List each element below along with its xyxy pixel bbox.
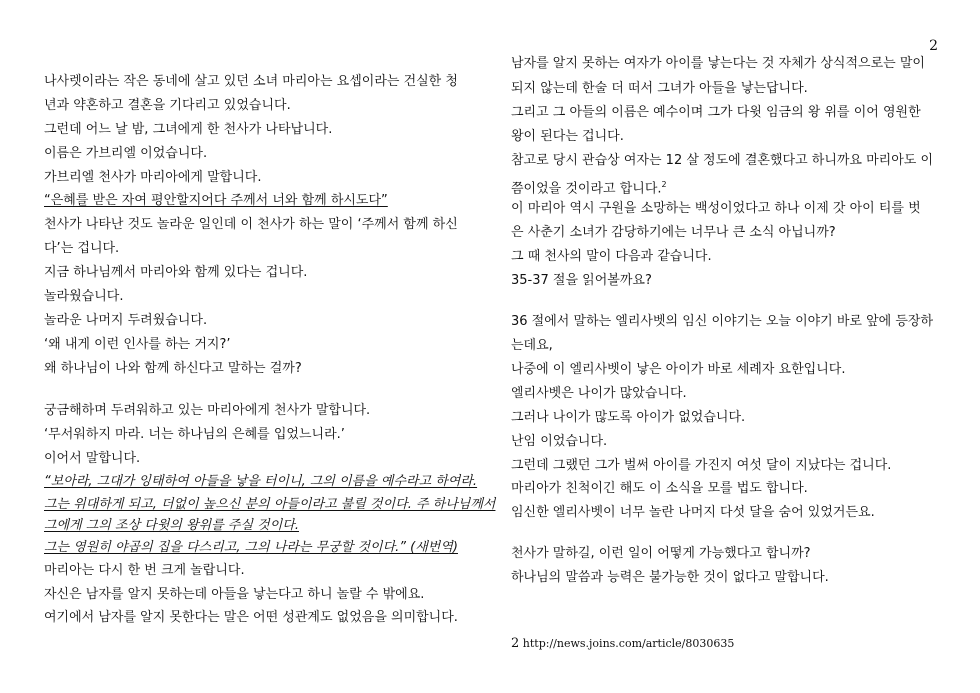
footnote-number: 2 xyxy=(511,636,520,651)
text-line: 왕이 된다는 겁니다. xyxy=(511,129,624,144)
text-line: 남자를 알지 못하는 여자가 아이를 낳는다는 것 자체가 상식적으로는 말이 xyxy=(511,56,925,71)
text-line: 가브리엘 천사가 마리아에게 말합니다. xyxy=(44,170,262,185)
text-line: 천사가 말하길, 이런 일이 어떻게 가능했다고 합니까? xyxy=(511,546,811,561)
text-line: 다’는 겁니다. xyxy=(44,241,120,256)
text-line: 왜 하나님이 나와 함께 하신다고 말하는 걸까? xyxy=(44,361,302,376)
text-line: 그런데 어느 날 밤, 그녀에게 한 천사가 나타납니다. xyxy=(44,122,333,137)
text-line: 는데요, xyxy=(511,338,553,353)
footnote-marker: 2 xyxy=(661,180,667,189)
text-line: 36 절에서 말하는 엘리사벳의 임신 이야기는 오늘 이야기 바로 앞에 등장하 xyxy=(511,314,934,329)
text-line: 천사가 나타난 것도 놀라운 일인데 이 천사가 하는 말이 ‘주께서 함께 하신 xyxy=(44,217,458,232)
text-line: 놀라웠습니다. xyxy=(44,289,124,304)
text-line: 년과 약혼하고 결혼을 기다리고 있었습니다. xyxy=(44,98,291,113)
text-line: 이 마리아 역시 구원을 소망하는 백성이었다고 하나 이제 갓 아이 티를 벗 xyxy=(511,201,921,216)
quote-line: “은혜를 받은 자여 평안할지어다 주께서 너와 함께 하시도다” xyxy=(44,193,388,208)
text-line: 되지 않는데 한술 더 떠서 그녀가 아들을 낳는답니다. xyxy=(511,81,808,96)
page-number: 2 xyxy=(929,38,938,54)
text-line: 엘리사벳은 나이가 많았습니다. xyxy=(511,386,687,401)
footnote xyxy=(511,636,734,651)
text-line xyxy=(511,177,667,197)
scripture-line: 그는 영원히 야곱의 집을 다스리고, 그의 나라는 무궁할 것이다.” (새번역) xyxy=(44,540,458,555)
text-line: 마리아가 친척이긴 해도 이 소식을 모를 법도 합니다. xyxy=(511,481,808,496)
text-line: 하나님의 말씀과 능력은 불가능한 것이 없다고 말합니다. xyxy=(511,570,829,585)
text-line: 은 사춘기 소녀가 감당하기에는 너무나 큰 소식 아닙니까? xyxy=(511,225,836,240)
text-line: 이어서 말합니다. xyxy=(44,451,141,466)
text-line: 그러나 나이가 많도록 아이가 없었습니다. xyxy=(511,410,746,425)
text-line: 참고로 당시 관습상 여자는 12 살 정도에 결혼했다고 하니까요 마리아도 이 xyxy=(511,153,934,168)
footnote-url[interactable]: http://news.joins.com/article/8030635 xyxy=(522,637,735,650)
text-line: ‘무서워하지 마라. 너는 하나님의 은혜를 입었느니라.’ xyxy=(44,427,345,442)
text-line: ‘왜 내게 이런 인사를 하는 거지?’ xyxy=(44,337,231,352)
text-line: 난임 이었습니다. xyxy=(511,434,608,449)
text-line: 35-37 절을 읽어볼까요? xyxy=(511,273,652,288)
text-line: 궁금해하며 두려워하고 있는 마리아에게 천사가 말합니다. xyxy=(44,403,371,418)
text-line: 그리고 그 아들의 이름은 예수이며 그가 다윗 임금의 왕 위를 이어 영원한 xyxy=(511,105,921,120)
text-line: 여기에서 남자를 알지 못한다는 말은 어떤 성관계도 없었음을 의미합니다. xyxy=(44,610,458,625)
text-line: 놀라운 나머지 두려웠습니다. xyxy=(44,313,208,328)
text-line: 나중에 이 엘리사벳이 낳은 아이가 바로 세례자 요한입니다. xyxy=(511,362,846,377)
text-line: 자신은 남자를 알지 못하는데 아들을 낳는다고 하니 놀랄 수 밖에요. xyxy=(44,587,425,602)
text-line-content: 쯤이었을 것이라고 합니다. xyxy=(511,181,662,197)
scripture-line: 그는 위대하게 되고, 더없이 높으신 분의 아들이라고 불릴 것이다. 주 하나님께서 xyxy=(44,497,496,512)
text-line: 마리아는 다시 한 번 크게 놀랍니다. xyxy=(44,563,245,578)
text-line: 나사렛이라는 작은 동네에 살고 있던 소녀 마리아는 요셉이라는 건실한 청 xyxy=(44,74,458,89)
text-line: 이름은 가브리엘 이었습니다. xyxy=(44,146,208,161)
text-line: 지금 하나님께서 마리아와 함께 있다는 겁니다. xyxy=(44,265,308,280)
text-line: 그 때 천사의 말이 다음과 같습니다. xyxy=(511,249,712,264)
text-line: 임신한 엘리사벳이 너무 놀란 나머지 다섯 달을 숨어 있었거든요. xyxy=(511,505,875,520)
scripture-line: 그에게 그의 조상 다윗의 왕위를 주실 것이다. xyxy=(44,518,299,533)
scripture-line: “보아라, 그대가 잉태하여 아들을 낳을 터이니, 그의 이름을 예수라고 하여라. xyxy=(44,474,478,489)
text-line: 그런데 그랬던 그가 벌써 아이를 가진지 여섯 달이 지났다는 겁니다. xyxy=(511,458,892,473)
